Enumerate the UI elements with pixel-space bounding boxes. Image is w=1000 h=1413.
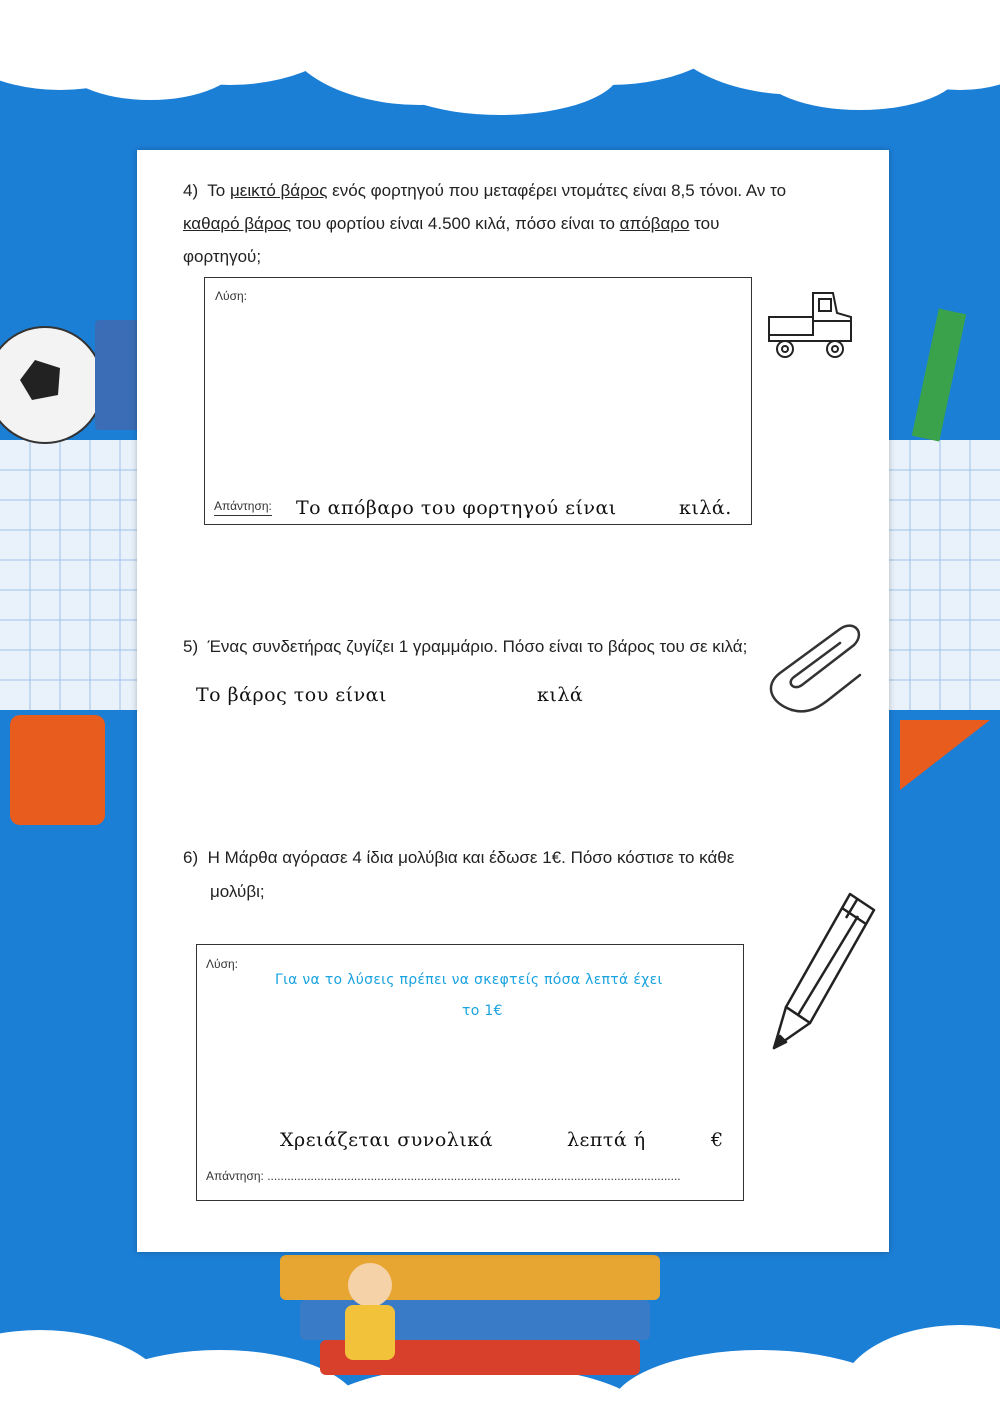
q4-line-2 [183,207,719,240]
q5-answer-unit: κιλά [537,684,584,706]
q4-text-mid1: ενός φορτηγού που μεταφέρει ντομάτες είναι 8,5 τόνοι. Αν το [327,181,787,200]
q4-line-1 [183,174,786,207]
q4-term-net: καθαρό βάρος [183,214,292,233]
q4-text-post2: του [689,214,720,233]
q4-term-gross: μεικτό βάρος [229,181,328,200]
q6-need-text: Χρειάζεται συνολικά [280,1129,493,1151]
q4-answer-unit: κιλά. [679,497,732,519]
q4-answer-text: Το απόβαρο του φορτηγού είναι [296,497,617,519]
q4-term-tare: απόβαρο [619,214,690,233]
q5-text: Ένας συνδετήρας ζυγίζει 1 γραμμάριο. Πόσο είναι το βάρος του σε κιλά; [207,637,748,656]
q6-line-2: μολύβι; [210,882,265,901]
q6-text-1: Η Μάρθα αγόρασε 4 ίδια μολύβια και έδωσε 1€. Πόσο κόστισε το κάθε [207,848,735,867]
q6-cents-text: λεπτά ή [567,1129,646,1151]
q6-solution-label: Λύση: [206,957,238,971]
truck-icon [765,285,857,365]
q5-line-1 [183,630,747,663]
q4-answer-label: Απάντηση: [214,499,272,516]
q4-text-mid2: του φορτίου είναι 4.500 κιλά, πόσο είναι το [291,214,620,233]
q4-line-3: φορτηγού; [183,247,262,266]
q6-number: 6) [183,848,199,867]
q6-euro-text: € [711,1129,724,1151]
q6-hint-line-2: το 1€ [462,1003,503,1019]
q6-line-1 [183,841,734,874]
q5-number: 5) [183,637,199,656]
q4-solution-label: Λύση: [215,289,247,303]
q4-number: 4) [183,181,199,200]
q6-hint-line-1: Για να το λύσεις πρέπει να σκεφτείς πόσα λεπτά έχει [275,972,663,988]
q5-answer-text: Το βάρος του είναι [196,684,387,706]
pencil-icon [768,888,880,1053]
q6-answer-label: Απάντηση: ............................................................................................................................ [206,1169,681,1183]
paperclip-icon [762,615,867,715]
q4-solution-box[interactable] [204,277,752,525]
q4-text-pre: Το [207,181,230,200]
